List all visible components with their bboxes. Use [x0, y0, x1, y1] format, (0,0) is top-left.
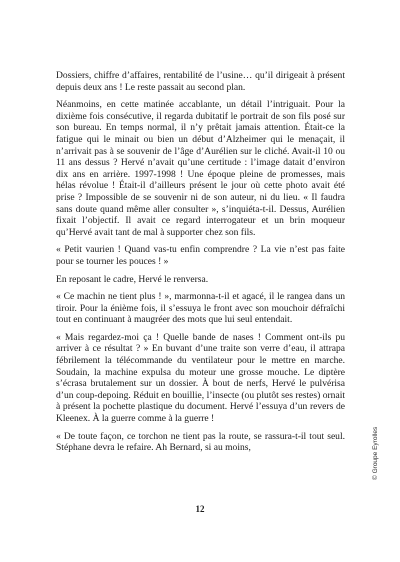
body-text — [56, 70, 345, 460]
page-number: 12 — [195, 504, 205, 514]
copyright-notice: © Groupe Eyrolles — [372, 426, 379, 480]
paragraph: En reposant le cadre, Hervé le renversa. — [56, 273, 209, 285]
paragraph: « Mais regardez-moi ça ! Quelle bande de nases ! Comment ont-ils pu arriver à ce résultat ? » En buvant d’une traite son verre d’eau, il attrapa fébrilement la télécommande du ventilateur pour le mettre en marche. Soudain, la machine expulsa du moteur une grosse mouche. Le diptère s’écrasa brutalement sur un dossier. À bout de nerfs, Hervé le pulvérisa d’un coup-depoing. Réduit en bouillie, l’insecte (ou plutôt ses restes) ornait à présent la pochette plastique du document. Hervé l’essuya d’un revers de Kleenex. À la guerre comme à la guerre ! — [56, 331, 345, 425]
paragraph: « De toute façon, ce torchon ne tient pas la route, se rassura-t-il tout seul. Stéphane devra le refaire. Ah Bernard, si au moins, — [56, 430, 345, 454]
paragraph: Dossiers, chiffre d’affaires, rentabilité de l’usine… qu’il dirigeait à présent depuis deux ans ! Le reste passait au second plan. — [56, 70, 345, 93]
paragraph: « Petit vaurien ! Quand vas-tu enfin comprendre ? La vie n’est pas faite pour se tourner les pouces ! » — [56, 244, 345, 267]
paragraph: « Ce machin ne tient plus ! », marmonna-t-il et agacé, il le rangea dans un tiroir. Pour la énième fois, il s’essuya le front avec son mouchoir défraîchi tout en continuant à maugréer des mots que lui seul entendait. — [56, 291, 345, 326]
paragraph: Néanmoins, en cette matinée accablante, un détail l’intriguait. Pour la dixième fois consécutive, il regarda dubitatif le portrait de son fils posé sur son bureau. En temps normal, il n’y prêtait jamais attention. Était-ce la fatigue qui le minait ou bien un début d’Alzheimer qui le menaçait, il n’arrivait pas à se souvenir de l’âge d’Aurélien sur le cliché. Avait-il 10 ou 11 ans dessus ? Hervé n’avait qu’une certitude : l’image datait d’environ dix ans en arrière. 1997-1998 ! Une époque pleine de promesses, mais hélas révolue ! Était-il d’ailleurs présent le jour où cette photo avait été prise ? Impossible de se souvenir ni de son auteur, ni du lieu. « Il faudra sans doute quand même aller consulter », s’inquiéta-t-il. Dessus, Aurélien fixait l’objectif. Il avait ce regard interrogateur et un brin moqueur qu’Hervé avait tant de mal à supporter chez son fils. — [56, 99, 345, 238]
